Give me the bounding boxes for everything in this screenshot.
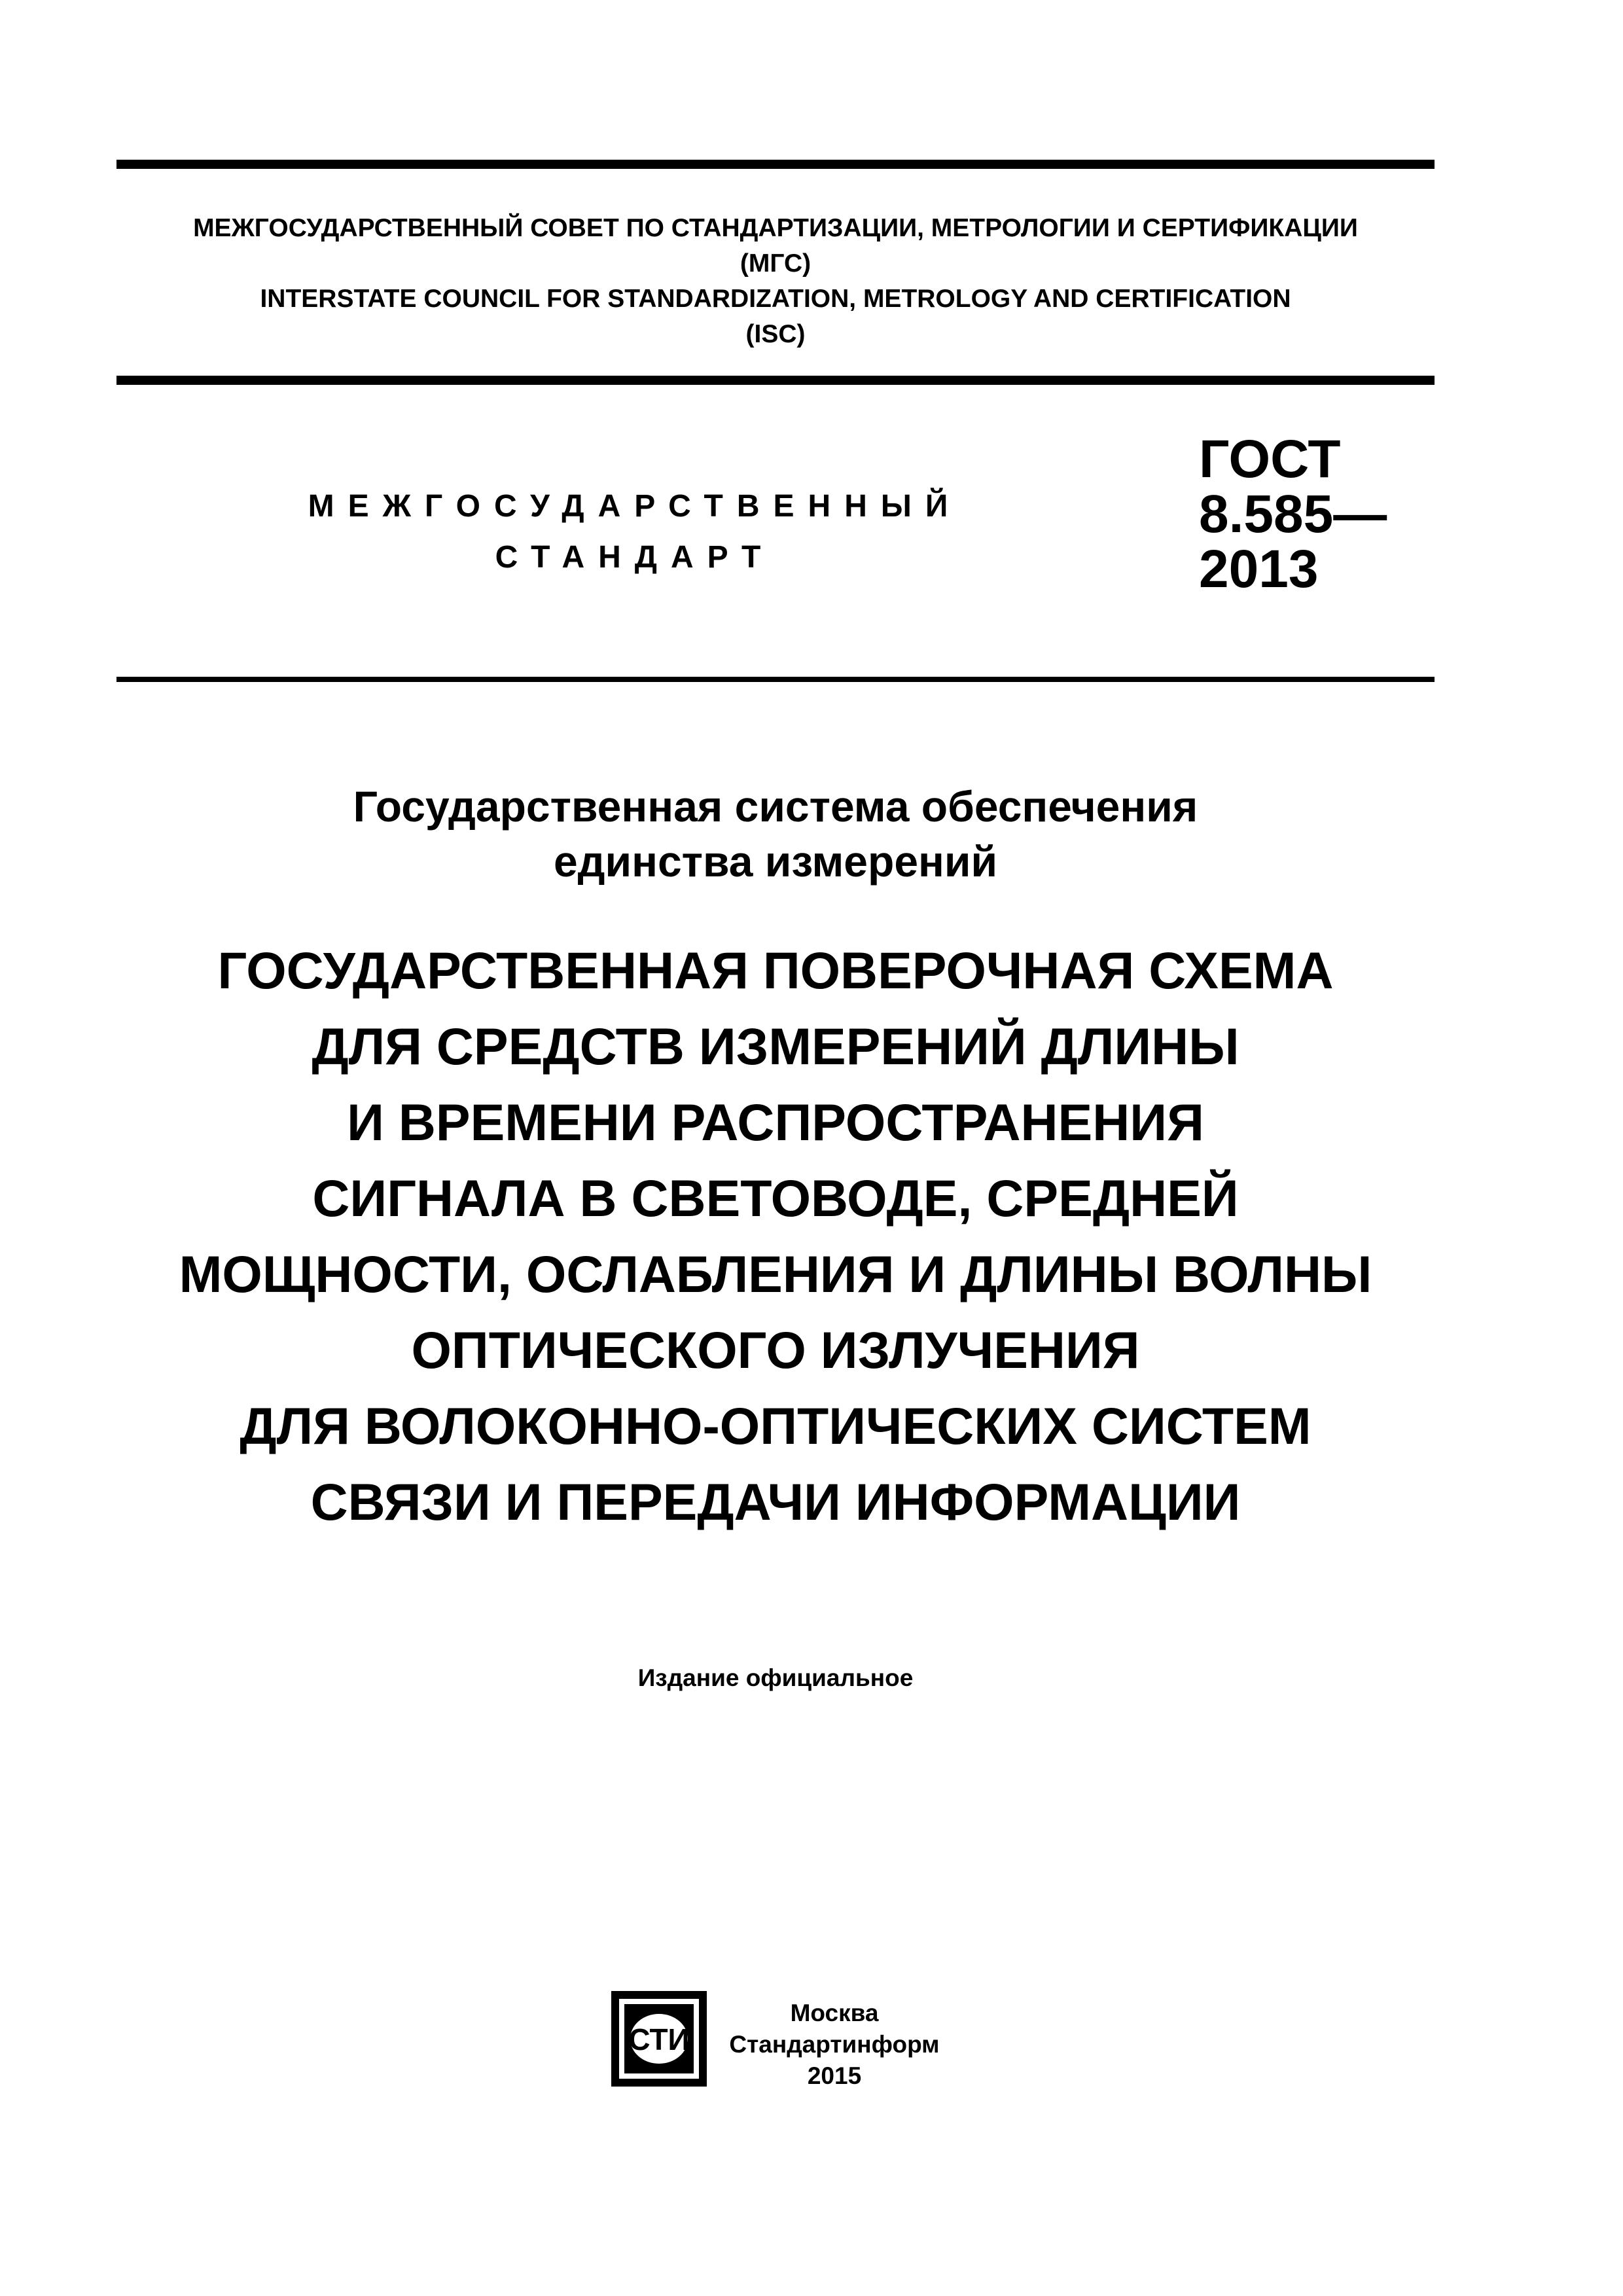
council-abbr-ru: (МГС) <box>740 249 812 278</box>
designation-year: 2013 <box>1199 539 1319 599</box>
standartinform-logo-icon <box>610 1990 708 2088</box>
document-title <box>92 933 1459 1540</box>
title-line: ДЛЯ ВОЛОКОННО-ОПТИЧЕСКИХ СИСТЕМ <box>240 1397 1311 1455</box>
publisher-block <box>707 1998 962 2092</box>
standard-type-line-1: МЕЖГОСУДАРСТВЕННЫЙ <box>308 489 962 524</box>
standard-type-line-2: СТАНДАРТ <box>495 540 775 575</box>
council-name-ru: МЕЖГОСУДАРСТВЕННЫЙ СОВЕТ ПО СТАНДАРТИЗАЦИИ, МЕТРОЛОГИИ И СЕРТИФИКАЦИИ <box>193 214 1358 242</box>
standard-type <box>275 481 995 583</box>
system-title-line-1: Государственная система обеспечения <box>353 782 1198 831</box>
publisher-year: 2015 <box>807 2062 862 2089</box>
publisher-name: Стандартинформ <box>729 2031 940 2058</box>
logo-lettering: СТИ <box>628 2022 690 2056</box>
council-abbr-en: (ISC) <box>745 320 806 348</box>
council-name-en: INTERSTATE COUNCIL FOR STANDARDIZATION, METROLOGY AND CERTIFICATION <box>260 285 1291 313</box>
standard-designation <box>1199 429 1387 599</box>
system-title-line-2: единства измерений <box>553 837 998 886</box>
title-line: ДЛЯ СРЕДСТВ ИЗМЕРЕНИЙ ДЛИНЫ <box>312 1017 1240 1075</box>
title-line: И ВРЕМЕНИ РАСПРОСТРАНЕНИЯ <box>347 1093 1204 1151</box>
lower-rule <box>116 677 1435 682</box>
title-line: СИГНАЛА В СВЕТОВОДЕ, СРЕДНЕЙ <box>312 1169 1239 1227</box>
title-line: ГОСУДАРСТВЕННАЯ ПОВЕРОЧНАЯ СХЕМА <box>217 941 1334 999</box>
middle-rule <box>116 376 1435 385</box>
publisher-city: Москва <box>790 2000 879 2026</box>
edition-note: Издание официальное <box>637 1664 914 1691</box>
title-line: ОПТИЧЕСКОГО ИЗЛУЧЕНИЯ <box>411 1321 1140 1379</box>
designation-prefix: ГОСТ <box>1199 429 1341 489</box>
designation-number: 8.585— <box>1199 484 1387 544</box>
title-line: СВЯЗИ И ПЕРЕДАЧИ ИНФОРМАЦИИ <box>310 1473 1241 1531</box>
top-rule <box>116 160 1435 169</box>
council-header <box>116 211 1435 352</box>
system-title <box>116 779 1435 889</box>
title-line: МОЩНОСТИ, ОСЛАБЛЕНИЯ И ДЛИНЫ ВОЛНЫ <box>179 1245 1372 1303</box>
